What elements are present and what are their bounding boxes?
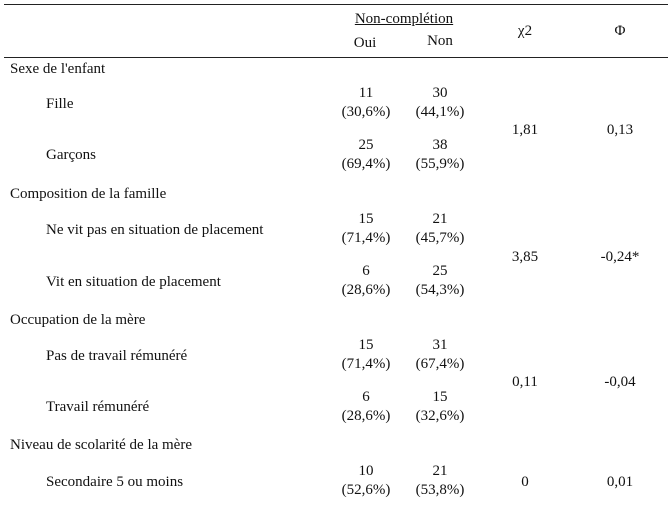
- non-percent: (55,9%): [415, 156, 465, 172]
- row-label: Travail rémunéré: [46, 399, 150, 415]
- non-count: 38: [432, 137, 448, 153]
- oui-count: 6: [362, 389, 370, 405]
- non-percent: (44,1%): [415, 104, 465, 120]
- row-label: Secondaire 5 ou moins: [46, 474, 184, 490]
- oui-percent: (71,4%): [341, 230, 391, 246]
- non-percent: (67,4%): [415, 356, 465, 372]
- non-percent: (45,7%): [415, 230, 465, 246]
- oui-count: 15: [358, 211, 374, 227]
- oui-count: 25: [358, 137, 374, 153]
- section-title: Composition de la famille: [10, 186, 167, 202]
- oui-count: 15: [358, 337, 374, 353]
- column-header-non: Non: [427, 33, 453, 49]
- column-header-chi2: χ2: [517, 23, 533, 39]
- non-percent: (53,8%): [415, 482, 465, 498]
- oui-percent: (71,4%): [341, 356, 391, 372]
- chi2-value: 3,85: [511, 249, 539, 265]
- section-title: Niveau de scolarité de la mère: [10, 437, 192, 453]
- row-label: Pas de travail rémunéré: [46, 348, 188, 364]
- oui-count: 10: [358, 463, 374, 479]
- group-header-non-completion: Non-complétion: [354, 11, 454, 27]
- non-count: 21: [432, 211, 448, 227]
- column-header-oui: Oui: [353, 35, 377, 51]
- phi-value: -0,04: [604, 374, 636, 390]
- row-label: Ne vit pas en situation de placement: [46, 222, 264, 238]
- chi2-value: 0: [521, 474, 529, 490]
- oui-percent: (30,6%): [341, 104, 391, 120]
- oui-percent: (52,6%): [341, 482, 391, 498]
- non-percent: (32,6%): [415, 408, 465, 424]
- oui-percent: (28,6%): [341, 282, 391, 298]
- row-label: Vit en situation de placement: [46, 274, 221, 290]
- phi-value: 0,13: [606, 122, 634, 138]
- phi-value: -0,24*: [600, 249, 640, 265]
- non-count: 15: [432, 389, 448, 405]
- oui-count: 6: [362, 263, 370, 279]
- header-bottom-rule: [4, 57, 668, 58]
- row-label: Garçons: [46, 147, 96, 163]
- non-count: 21: [432, 463, 448, 479]
- non-count: 25: [432, 263, 448, 279]
- phi-value: 0,01: [606, 474, 634, 490]
- column-header-phi: Φ: [614, 23, 626, 39]
- oui-percent: (69,4%): [341, 156, 391, 172]
- section-title: Occupation de la mère: [10, 312, 146, 328]
- section-title: Sexe de l'enfant: [10, 61, 106, 77]
- table-top-rule: [4, 4, 668, 5]
- oui-percent: (28,6%): [341, 408, 391, 424]
- row-label: Fille: [46, 96, 74, 112]
- chi2-value: 0,11: [512, 374, 538, 390]
- chi2-value: 1,81: [511, 122, 539, 138]
- non-count: 30: [432, 85, 448, 101]
- non-percent: (54,3%): [415, 282, 465, 298]
- oui-count: 11: [358, 85, 374, 101]
- non-count: 31: [432, 337, 448, 353]
